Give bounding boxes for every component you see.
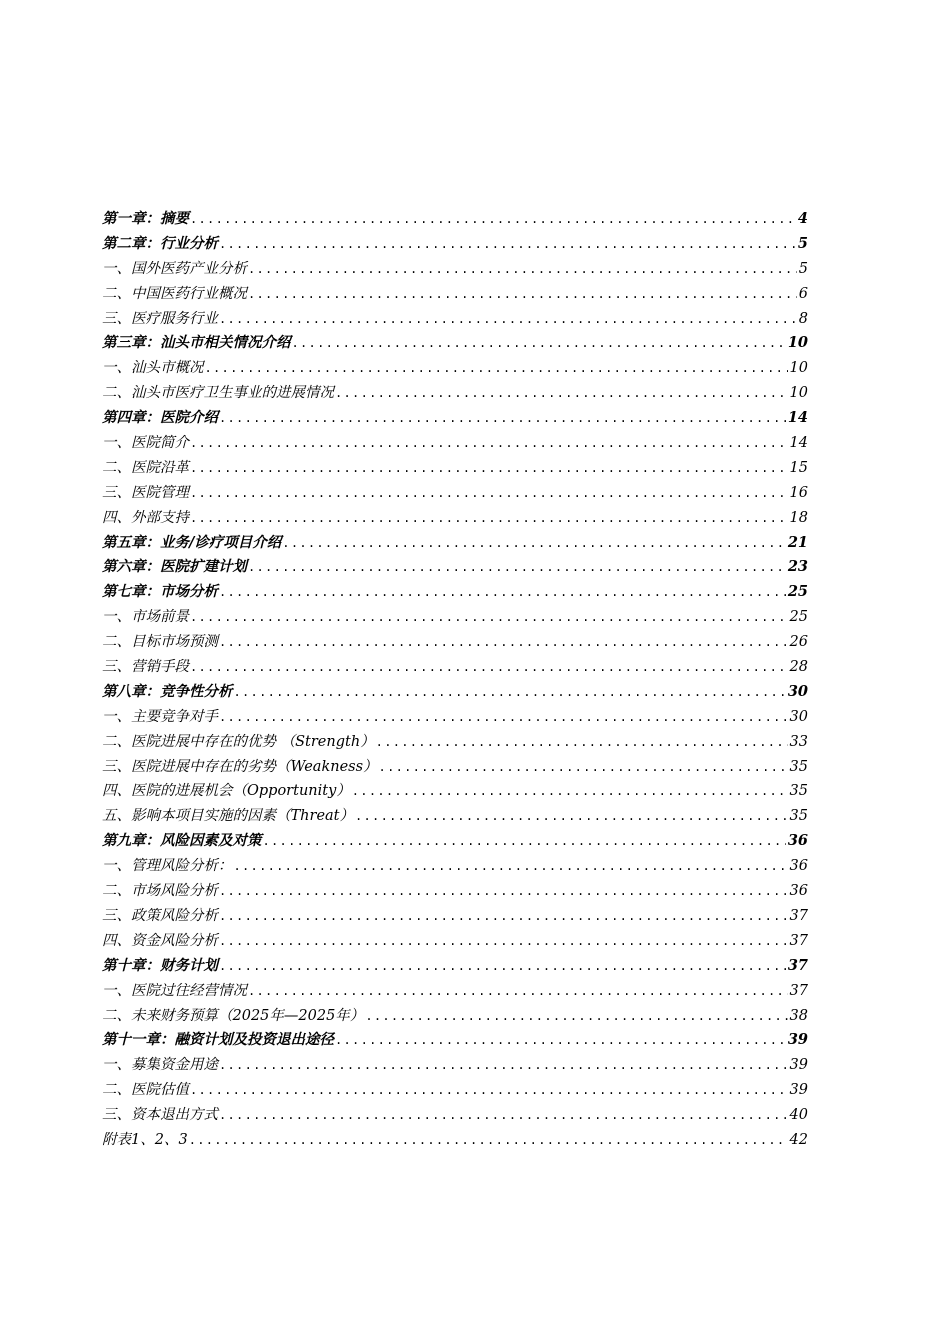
toc-entry-page-number: 26 — [789, 634, 808, 651]
toc-section-entry[interactable] — [102, 979, 808, 1004]
toc-entry-page-number: 40 — [789, 1107, 808, 1124]
toc-entry-page-number: 14 — [787, 409, 808, 427]
toc-section-entry[interactable] — [102, 1078, 808, 1103]
toc-entry-title: 三、医疗服务行业 — [102, 310, 218, 327]
toc-chapter-entry[interactable] — [102, 406, 808, 431]
toc-section-entry[interactable] — [102, 730, 808, 755]
toc-entry-title: 第七章：市场分析 — [102, 583, 218, 601]
toc-dot-leader — [291, 331, 786, 356]
toc-dot-leader — [334, 381, 788, 406]
toc-entry-title: 第三章：汕头市相关情况介绍 — [102, 334, 291, 352]
toc-entry-page-number: 5 — [797, 234, 808, 252]
toc-chapter-entry[interactable] — [102, 331, 808, 356]
toc-dot-leader — [218, 630, 788, 655]
toc-section-entry[interactable] — [102, 804, 808, 829]
toc-entry-page-number: 33 — [789, 733, 808, 750]
toc-entry-title: 一、医院过往经营情况 — [102, 982, 247, 999]
toc-section-entry[interactable] — [102, 506, 808, 531]
toc-entry-page-number: 8 — [798, 310, 808, 327]
toc-entry-title: 二、医院估值 — [102, 1082, 189, 1099]
toc-entry-page-number: 15 — [789, 459, 808, 476]
toc-dot-leader — [247, 979, 788, 1004]
toc-entry-title: 五、影响本项目实施的因素（Threat） — [102, 808, 354, 825]
toc-dot-leader — [189, 456, 788, 481]
toc-entry-page-number: 39 — [789, 1082, 808, 1099]
toc-dot-leader — [281, 531, 786, 556]
toc-dot-leader — [247, 257, 797, 282]
toc-section-entry[interactable] — [102, 904, 808, 929]
toc-entry-page-number: 39 — [787, 1031, 808, 1049]
toc-dot-leader — [189, 431, 788, 456]
toc-entry-page-number: 21 — [787, 533, 808, 551]
toc-dot-leader — [247, 555, 786, 580]
toc-entry-page-number: 10 — [787, 334, 808, 352]
toc-chapter-entry[interactable] — [102, 207, 808, 232]
toc-entry-page-number: 18 — [789, 509, 808, 526]
toc-entry-title: 第十章：财务计划 — [102, 956, 218, 974]
toc-entry-page-number: 14 — [789, 435, 808, 452]
toc-dot-leader — [218, 580, 786, 605]
toc-dot-leader — [233, 854, 788, 879]
toc-entry-page-number: 38 — [789, 1007, 808, 1024]
toc-section-entry[interactable] — [102, 705, 808, 730]
toc-dot-leader — [218, 406, 786, 431]
toc-section-entry[interactable] — [102, 431, 808, 456]
toc-entry-page-number: 30 — [789, 708, 808, 725]
toc-entry-title: 三、政策风险分析 — [102, 907, 218, 924]
toc-section-entry[interactable] — [102, 605, 808, 630]
toc-entry-title: 第五章：业务/诊疗项目介绍 — [102, 533, 282, 551]
toc-section-entry[interactable] — [102, 755, 808, 780]
toc-entry-page-number: 5 — [798, 260, 808, 277]
toc-entry-page-number: 6 — [798, 285, 808, 302]
toc-entry-title: 一、主要竞争对手 — [102, 708, 218, 725]
toc-entry-title: 一、国外医药产业分析 — [102, 260, 247, 277]
table-of-contents — [102, 207, 808, 1153]
toc-section-entry[interactable] — [102, 381, 808, 406]
toc-dot-leader — [189, 605, 788, 630]
toc-entry-title: 二、医院沿革 — [102, 459, 189, 476]
toc-section-entry[interactable] — [102, 1053, 808, 1078]
toc-dot-leader — [218, 904, 788, 929]
toc-entry-title: 一、市场前景 — [102, 609, 189, 626]
toc-entry-page-number: 10 — [789, 360, 808, 377]
toc-entry-page-number: 37 — [789, 907, 808, 924]
toc-entry-title: 第二章：行业分析 — [102, 234, 218, 252]
toc-entry-page-number: 36 — [789, 883, 808, 900]
toc-section-entry[interactable] — [102, 1103, 808, 1128]
toc-section-entry[interactable] — [102, 630, 808, 655]
toc-dot-leader — [218, 232, 796, 257]
toc-entry-page-number: 36 — [787, 832, 808, 850]
toc-dot-leader — [218, 705, 788, 730]
toc-dot-leader — [334, 1028, 786, 1053]
toc-section-entry[interactable] — [102, 257, 808, 282]
toc-section-entry[interactable] — [102, 307, 808, 332]
toc-chapter-entry[interactable] — [102, 531, 808, 556]
toc-dot-leader — [189, 655, 788, 680]
toc-dot-leader — [378, 755, 788, 780]
toc-section-entry[interactable] — [102, 1128, 808, 1153]
toc-entry-page-number: 4 — [797, 210, 808, 227]
toc-section-entry[interactable] — [102, 879, 808, 904]
toc-chapter-entry[interactable] — [102, 232, 808, 257]
toc-section-entry[interactable] — [102, 456, 808, 481]
toc-dot-leader — [375, 730, 788, 755]
toc-entry-title: 二、目标市场预测 — [102, 634, 218, 651]
toc-entry-title: 四、医院的进展机会（Opportunity） — [102, 783, 351, 800]
toc-entry-page-number: 35 — [789, 783, 808, 800]
toc-section-entry[interactable] — [102, 655, 808, 680]
toc-section-entry[interactable] — [102, 929, 808, 954]
toc-dot-leader — [189, 506, 788, 531]
toc-entry-title: 二、汕头市医疗卫生事业的进展情况 — [102, 385, 334, 402]
toc-dot-leader — [218, 1103, 788, 1128]
toc-entry-page-number: 36 — [789, 858, 808, 875]
toc-chapter-entry[interactable] — [102, 580, 808, 605]
toc-chapter-entry[interactable] — [102, 829, 808, 854]
toc-dot-leader — [218, 879, 788, 904]
toc-entry-page-number: 35 — [789, 808, 808, 825]
toc-dot-leader — [351, 779, 788, 804]
toc-entry-title: 三、营销手段 — [102, 659, 189, 676]
toc-entry-title: 第八章：竞争性分析 — [102, 682, 233, 700]
toc-entry-page-number: 30 — [787, 682, 808, 700]
toc-section-entry[interactable] — [102, 779, 808, 804]
toc-entry-page-number: 42 — [789, 1131, 808, 1148]
toc-entry-title: 三、医院管理 — [102, 484, 189, 501]
toc-entry-title: 一、医院简介 — [102, 435, 189, 452]
toc-entry-page-number: 35 — [789, 758, 808, 775]
toc-dot-leader — [189, 481, 788, 506]
toc-entry-page-number: 37 — [789, 982, 808, 999]
toc-entry-page-number: 25 — [787, 583, 808, 601]
toc-entry-page-number: 37 — [787, 956, 808, 974]
toc-dot-leader — [354, 804, 788, 829]
toc-entry-title: 二、未来财务预算（2025年—2025年） — [102, 1007, 365, 1024]
toc-chapter-entry[interactable] — [102, 555, 808, 580]
toc-entry-title: 第十一章：融资计划及投资退出途径 — [102, 1031, 334, 1049]
toc-section-entry[interactable] — [102, 1004, 808, 1029]
toc-entry-title: 三、资本退出方式 — [102, 1107, 218, 1124]
toc-entry-title: 一、募集资金用途 — [102, 1057, 218, 1074]
toc-chapter-entry[interactable] — [102, 954, 808, 979]
toc-dot-leader — [218, 929, 788, 954]
toc-section-entry[interactable] — [102, 854, 808, 879]
toc-dot-leader — [189, 1078, 788, 1103]
toc-entry-title: 二、中国医药行业概况 — [102, 285, 247, 302]
toc-entry-page-number: 16 — [789, 484, 808, 501]
toc-entry-title: 二、市场风险分析 — [102, 883, 218, 900]
toc-section-entry[interactable] — [102, 481, 808, 506]
toc-entry-page-number: 39 — [789, 1057, 808, 1074]
toc-dot-leader — [188, 1128, 788, 1153]
toc-entry-title: 一、汕头市概况 — [102, 360, 204, 377]
toc-entry-title: 四、外部支持 — [102, 509, 189, 526]
toc-dot-leader — [218, 1053, 788, 1078]
toc-entry-page-number: 10 — [789, 385, 808, 402]
toc-section-entry[interactable] — [102, 356, 808, 381]
toc-dot-leader — [262, 829, 786, 854]
toc-chapter-entry[interactable] — [102, 1028, 808, 1053]
toc-dot-leader — [218, 307, 797, 332]
toc-entry-page-number: 25 — [789, 609, 808, 626]
toc-entry-title: 三、医院进展中存在的劣势（Weakness） — [102, 758, 378, 775]
toc-chapter-entry[interactable] — [102, 680, 808, 705]
toc-entry-title: 四、资金风险分析 — [102, 932, 218, 949]
toc-dot-leader — [189, 207, 796, 232]
toc-entry-page-number: 23 — [787, 558, 808, 576]
toc-entry-title: 第九章：风险因素及对策 — [102, 832, 262, 850]
toc-dot-leader — [233, 680, 786, 705]
toc-section-entry[interactable] — [102, 282, 808, 307]
toc-entry-title: 二、医院进展中存在的优势 （Strength） — [102, 733, 375, 750]
toc-entry-title: 第一章：摘要 — [102, 210, 189, 227]
toc-entry-title: 附表1、2、3 — [102, 1131, 188, 1148]
toc-entry-title: 一、管理风险分析： — [102, 858, 233, 875]
toc-entry-page-number: 37 — [789, 932, 808, 949]
toc-entry-title: 第四章：医院介绍 — [102, 409, 218, 427]
toc-dot-leader — [247, 282, 797, 307]
toc-dot-leader — [204, 356, 788, 381]
toc-dot-leader — [364, 1004, 787, 1029]
toc-entry-page-number: 28 — [789, 659, 808, 676]
toc-dot-leader — [218, 954, 786, 979]
toc-entry-title: 第六章：医院扩建计划 — [102, 558, 247, 576]
